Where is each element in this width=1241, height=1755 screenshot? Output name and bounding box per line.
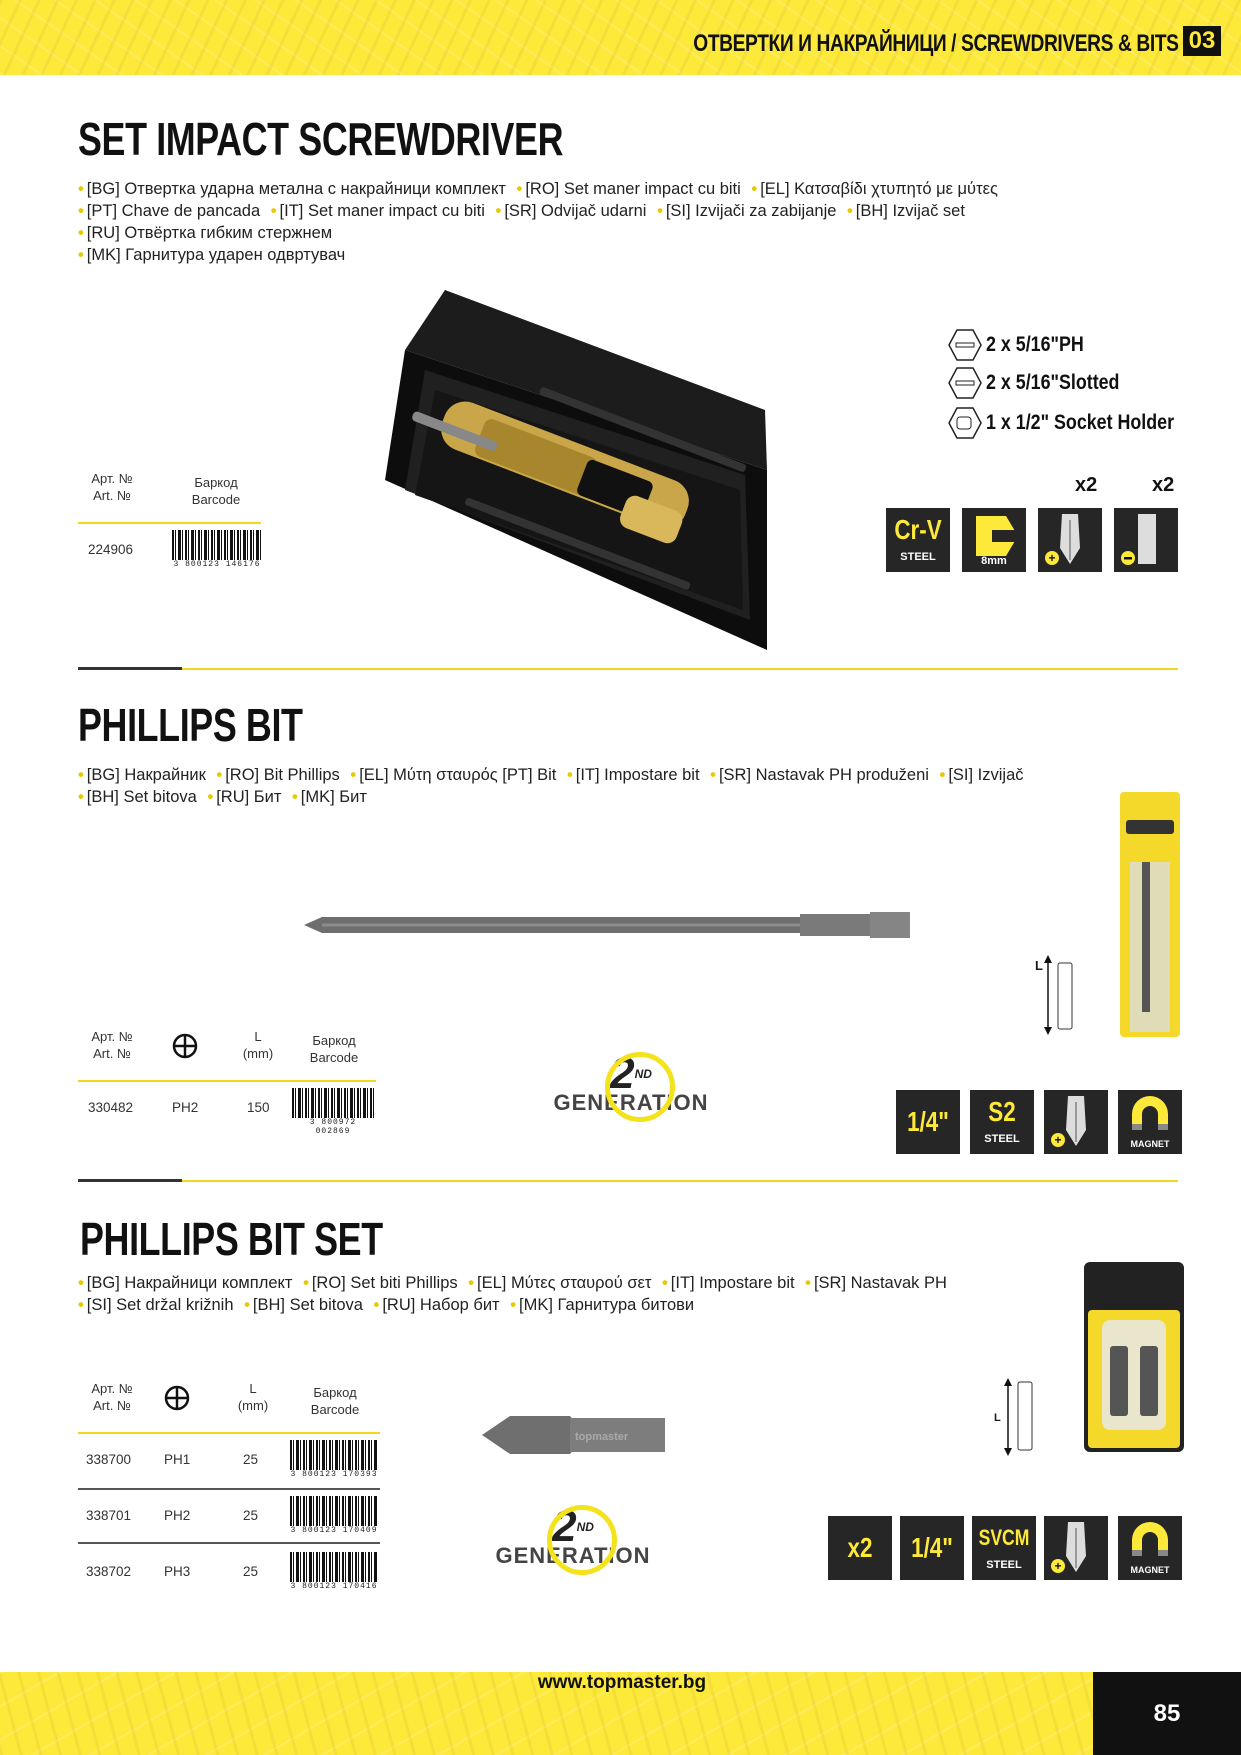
quarter-inch-badge: 1/4" (896, 1090, 960, 1154)
quarter-inch-badge: 1/4" (900, 1516, 964, 1580)
table-divider (78, 522, 261, 524)
table-cell-length: 150 (247, 1100, 270, 1115)
svg-text:+: + (1054, 1133, 1062, 1147)
table-divider (78, 1432, 380, 1434)
phillips-tip-icon (164, 1385, 190, 1411)
table-header-barcode: Баркод Barcode (191, 475, 241, 507)
table-header-barcode: Баркод Barcode (309, 1033, 359, 1065)
header-title: ОТВЕРТКИ И НАКРАЙНИЦИ / SCREWDRIVERS & BITS (693, 30, 1179, 57)
phillips-bit-badge (1044, 1090, 1108, 1154)
table-cell-tip: PH2 (172, 1100, 199, 1115)
svcm-steel-badge: SVCM STEEL (972, 1516, 1036, 1580)
table-header-length: L (mm) (237, 1381, 269, 1413)
section-divider-2 (78, 1180, 1178, 1182)
table-cell-length: 25 (243, 1452, 259, 1467)
crv-steel-badge: Cr-V STEEL (886, 508, 950, 572)
dimension-label: L (994, 1412, 1001, 1424)
section-title-impact-set: SET IMPACT SCREWDRIVER (78, 113, 564, 165)
table-cell-art: 338701 (86, 1508, 132, 1523)
description-phillips-bit-set: • [BG] Накрайници комплект • [RO] Set biti Phillips • [EL] Μύτες σταυρού σετ • [IT] Impostare bit • [SR] Nastavak PH • [SI] Set držal križnih • [BH] Set bitova • [RU] Набор бит • [MK] Гарнитура битови (78, 1274, 947, 1314)
description-phillips-bit: • [BG] Накрайник • [RO] Bit Phillips • [EL] Μύτη σταυρός [PT] Bit • [IT] Impostare bit • [SR] Nastavak PH produženi • [SI] Izvijač • [BH] Set bitova • [RU] Бит • [MK] Бит (78, 766, 1024, 806)
phillips-bit-badge (1038, 508, 1102, 572)
dimension-icon (1002, 1378, 1042, 1456)
barcode: 3 800123 170393 (290, 1440, 378, 1480)
dimension-label: L (1035, 958, 1043, 973)
product-brand-text: topmaster (575, 1431, 629, 1443)
table-cell-tip: PH3 (164, 1564, 191, 1579)
multiplier-slotted: x2 (1152, 474, 1175, 496)
phillips-bit-badge (1044, 1516, 1108, 1580)
spec-slotted: 2 x 5/16"Slotted (948, 366, 1143, 400)
website-link[interactable]: www.topmaster.bg (537, 1672, 707, 1693)
section-number: 03 (1183, 26, 1221, 56)
description-impact-set: • [BG] Отвертка ударна метална с накрайници комплект • [RO] Set maner impact cu biti • [EL] Κατσαβίδι χτυπητό με μύτες • [PT] Chave de pancada • [IT] Set maner impact cu biti • [SR] Odvijač udarni • [SI] Izvijači za zabijanje • [BH] Izvijač set • [RU] Отвёртка гибким стержнем • [MK] Гарнитура ударен одвртувач (78, 180, 998, 264)
table-header-barcode: Баркод Barcode (310, 1385, 360, 1417)
spec-ph: 2 x 5/16"PH (948, 328, 1101, 362)
phillips-bit-image (300, 905, 920, 945)
page-number: 85 (1093, 1672, 1241, 1755)
table-cell-tip: PH1 (164, 1452, 191, 1467)
slotted-bit-badge (1114, 508, 1178, 572)
section-divider-1 (78, 668, 1178, 670)
section-title-phillips-bit-set: PHILLIPS BIT SET (80, 1213, 383, 1265)
barcode: 3 800123 170416 (290, 1552, 378, 1592)
table-header-length: L (mm) (242, 1029, 274, 1061)
table-cell-art: 330482 (88, 1100, 134, 1115)
barcode: 3 800123 170409 (290, 1496, 378, 1536)
table-cell-tip: PH2 (164, 1508, 191, 1523)
generation-logo: 2ND GENERATION (492, 1505, 654, 1575)
magnet-badge: MAGNET (1118, 1090, 1182, 1154)
table-divider (78, 1080, 376, 1082)
barcode: 3 800972 002869 (292, 1088, 374, 1128)
table-cell-art: 338702 (86, 1564, 132, 1579)
table-cell-length: 25 (243, 1564, 259, 1579)
dimension-icon (1042, 955, 1082, 1035)
hex-8mm-badge: 8mm (962, 508, 1026, 572)
table-cell-art: 338700 (86, 1452, 132, 1467)
impact-screwdriver-set-image (365, 290, 775, 660)
phillips-bit-set-package-image (1084, 1262, 1184, 1452)
phillips-short-bit-image (480, 1408, 665, 1462)
magnet-badge: MAGNET (1118, 1516, 1182, 1580)
multiplier-ph: x2 (1075, 474, 1098, 496)
table-row-divider (78, 1488, 380, 1490)
svg-text:+: + (1048, 551, 1056, 565)
table-header-art: Арт. № Art. № (91, 1029, 133, 1061)
generation-logo: 2ND GENERATION (550, 1052, 712, 1122)
svg-text:+: + (1054, 1559, 1062, 1573)
phillips-tip-icon (172, 1033, 198, 1059)
table-cell-art: 224906 (88, 542, 134, 557)
spec-socket-holder: 1 x 1/2" Socket Holder (948, 406, 1207, 440)
table-header-art: Арт. № Art. № (91, 1381, 133, 1413)
x2-badge: x2 (828, 1516, 892, 1580)
barcode: 3 800123 146176 (172, 530, 262, 570)
phillips-bit-package-image (1120, 792, 1180, 1037)
s2-steel-badge: S2 STEEL (970, 1090, 1034, 1154)
section-title-phillips-bit: PHILLIPS BIT (78, 699, 303, 751)
table-header-art: Арт. № Art. № (91, 471, 133, 503)
table-cell-length: 25 (243, 1508, 259, 1523)
table-row-divider (78, 1542, 380, 1544)
